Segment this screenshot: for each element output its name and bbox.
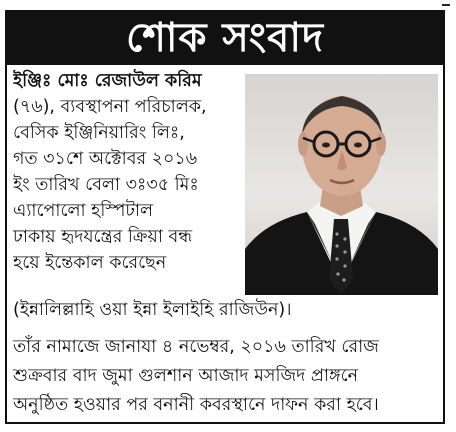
title-banner (5, 10, 445, 65)
portrait-photo (245, 74, 438, 295)
bio-line: ঢাকায় হৃদযন্ত্রের ক্রিয়া বন্ধ (13, 227, 193, 247)
notice-frame (5, 65, 445, 424)
page-edge-mark (442, 0, 450, 6)
notice-title: শোক সংবাদ (126, 14, 324, 61)
bio-line: (৭৬), ব্যবস্থাপনা পরিচালক, (13, 97, 207, 117)
bio-column (13, 68, 243, 276)
bio-line: এ্যাপোলো হস্পিটাল (13, 201, 154, 221)
deceased-name: ইঞ্জিঃ মোঃ রেজাউল করিম (13, 71, 202, 91)
prayer-line: (ইন্নালিল্লাহি ওয়া ইন্না ইলাইহি রাজিউন)। (13, 300, 292, 320)
portrait-illustration (245, 74, 438, 295)
janaza-line: তাঁর নামাজে জানাযা ৪ নভেম্বর, ২০১৬ তারিখ রোজ (13, 337, 379, 357)
janaza-line: অনুষ্ঠিত হওয়ার পর বনানী কবরস্থানে দাফন করা হবে। (13, 395, 379, 415)
prayer-line-wrap (13, 297, 435, 323)
janaza-paragraph (13, 333, 437, 420)
bio-line: বেসিক ইঞ্জিনিয়ারিং লিঃ, (13, 123, 185, 143)
bio-line: ইং তারিখ বেলা ৩ঃ৩৫ মিঃ (13, 175, 199, 195)
janaza-line: শুক্রবার বাদ জুমা গুলশান আজাদ মসজিদ প্রাঙ্গনে (13, 366, 359, 386)
bio-line: হয়ে ইন্তেকাল করেছেন (13, 253, 167, 273)
bio-line: গত ৩১শে অক্টোবর ২০১৬ (13, 149, 198, 169)
